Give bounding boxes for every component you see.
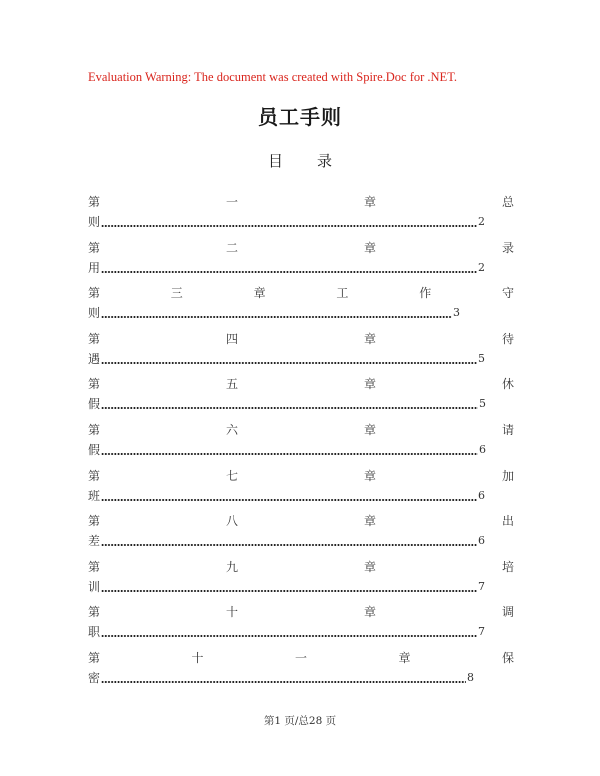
toc-entry-heading (88, 193, 514, 211)
toc-entry-char: 一 (294, 650, 307, 665)
toc-entry-char: 章 (363, 605, 376, 620)
toc-entry-heading (88, 603, 514, 621)
toc-entry-heading (88, 330, 514, 348)
toc-entry-char: 录 (501, 240, 514, 255)
toc-entry-leader-line (88, 260, 485, 276)
toc-entry-page-number: 3 (453, 306, 460, 320)
toc-entry-char: 加 (501, 468, 514, 483)
toc-entry-char: 五 (225, 377, 238, 392)
toc-heading-char: 录 (317, 152, 333, 170)
toc-entry-char: 十 (225, 605, 238, 620)
toc-entry-page-number: 6 (478, 534, 485, 548)
toc-entry-char: 第 (88, 650, 101, 665)
toc-entry-char: 六 (225, 422, 238, 437)
toc-entry-char: 第 (88, 195, 101, 209)
toc-heading-char: 目 (267, 152, 283, 170)
toc-entry-tail: 则 (88, 215, 101, 229)
toc-entry-char: 章 (398, 650, 411, 665)
toc-entry-char: 休 (501, 377, 514, 392)
toc-entry-char: 章 (253, 286, 266, 301)
toc-entry-char: 第 (88, 468, 101, 483)
dotted-leader (101, 316, 452, 318)
toc-entry-char: 一 (225, 195, 238, 209)
toc-entry-page-number: 2 (478, 215, 485, 228)
toc-entry-char: 章 (363, 195, 376, 209)
toc-entry-leader-line (88, 396, 486, 412)
dotted-leader (101, 544, 477, 546)
toc-entry[interactable] (88, 509, 514, 555)
toc-entry-char: 第 (88, 605, 101, 620)
dotted-leader (101, 681, 466, 683)
toc-entry-tail: 差 (88, 534, 101, 549)
toc-entry-heading (88, 558, 514, 576)
toc-entry-leader-line (88, 488, 485, 504)
toc-entry-char: 九 (225, 559, 238, 574)
toc-entry-char: 章 (363, 468, 376, 483)
toc-entry-page-number: 5 (478, 351, 485, 365)
toc-entry-char: 调 (501, 605, 514, 620)
toc-entry-char: 第 (88, 422, 101, 437)
toc-entry-heading (88, 375, 514, 393)
toc-entry-char: 第 (88, 286, 101, 301)
toc-entry-char: 第 (88, 377, 101, 392)
toc-entry-heading (88, 512, 514, 530)
toc-entry-heading (88, 649, 514, 667)
toc-entry[interactable] (88, 236, 514, 282)
table-of-contents (88, 190, 514, 692)
toc-entry-page-number: 6 (478, 488, 485, 502)
toc-entry-char: 章 (363, 331, 376, 346)
toc-entry-char: 章 (363, 559, 376, 574)
toc-entry[interactable] (88, 281, 514, 327)
dotted-leader (101, 590, 477, 592)
toc-entry-char: 培 (501, 559, 514, 574)
toc-entry-char: 出 (501, 514, 514, 529)
toc-entry-char: 二 (225, 240, 238, 255)
toc-entry[interactable] (88, 600, 514, 646)
toc-entry-char: 保 (501, 650, 514, 665)
toc-entry-heading (88, 421, 514, 439)
toc-entry-page-number: 8 (467, 670, 474, 684)
toc-entry-leader-line (88, 533, 485, 549)
dotted-leader (101, 635, 477, 637)
dotted-leader (101, 362, 477, 364)
toc-entry-char: 守 (501, 286, 514, 301)
evaluation-warning: Evaluation Warning: The document was created with Spire.Doc for .NET. (88, 70, 458, 84)
toc-entry-tail: 则 (88, 306, 101, 321)
toc-entry-char: 工 (336, 286, 349, 301)
toc-entry-char: 章 (363, 422, 376, 437)
toc-entry-char: 章 (363, 240, 376, 255)
toc-entry-tail: 假 (88, 442, 101, 457)
toc-entry-heading (88, 239, 514, 257)
toc-entry-char: 七 (225, 468, 238, 483)
toc-entry-char: 第 (88, 331, 101, 346)
toc-entry-leader-line (88, 670, 474, 686)
toc-entry-leader-line (88, 624, 485, 640)
dotted-leader (101, 271, 477, 273)
toc-entry-char: 总 (501, 195, 514, 209)
toc-entry-char: 作 (419, 286, 432, 301)
page-footer: 第1 页/总28 页 (263, 715, 337, 727)
dotted-leader (101, 407, 478, 409)
toc-entry-char: 四 (225, 331, 238, 346)
toc-entry-tail: 训 (88, 579, 101, 594)
toc-entry-heading (88, 467, 514, 485)
toc-entry-char: 第 (88, 559, 101, 574)
toc-entry[interactable] (88, 418, 514, 464)
toc-entry-char: 三 (170, 286, 183, 301)
toc-entry-char: 八 (225, 514, 238, 529)
toc-entry[interactable] (88, 555, 514, 601)
toc-entry-tail: 班 (88, 488, 101, 503)
toc-entry[interactable] (88, 464, 514, 510)
toc-entry-char: 第 (88, 240, 101, 255)
toc-entry-leader-line (88, 214, 485, 230)
toc-entry-page-number: 5 (479, 397, 486, 411)
toc-entry[interactable] (88, 646, 514, 692)
toc-entry-char: 十 (191, 650, 204, 665)
toc-entry-leader-line (88, 579, 485, 595)
toc-entry-leader-line (88, 351, 485, 367)
dotted-leader (101, 225, 477, 227)
toc-entry-tail: 密 (88, 670, 101, 685)
toc-entry-leader-line (88, 442, 486, 458)
toc-entry-char: 待 (501, 331, 514, 346)
toc-entry-tail: 用 (88, 260, 101, 275)
toc-entry-leader-line (88, 305, 460, 321)
document-title: 员工手则 (258, 105, 342, 129)
toc-entry-char: 章 (363, 377, 376, 392)
toc-entry-char: 章 (363, 514, 376, 529)
toc-entry-heading (88, 284, 514, 302)
toc-heading (0, 150, 600, 171)
toc-entry-page-number: 7 (478, 579, 485, 593)
toc-entry[interactable] (88, 372, 514, 418)
toc-entry[interactable] (88, 327, 514, 373)
toc-entry-page-number: 6 (479, 442, 486, 456)
dotted-leader (101, 453, 478, 455)
toc-entry[interactable] (88, 190, 514, 236)
dotted-leader (101, 499, 477, 501)
toc-entry-char: 请 (501, 422, 514, 437)
toc-entry-page-number: 7 (478, 625, 485, 639)
toc-entry-tail: 假 (88, 397, 101, 412)
toc-entry-char: 第 (88, 514, 101, 529)
toc-entry-tail: 职 (88, 625, 101, 640)
toc-entry-tail: 遇 (88, 351, 101, 366)
toc-entry-page-number: 2 (478, 260, 485, 274)
